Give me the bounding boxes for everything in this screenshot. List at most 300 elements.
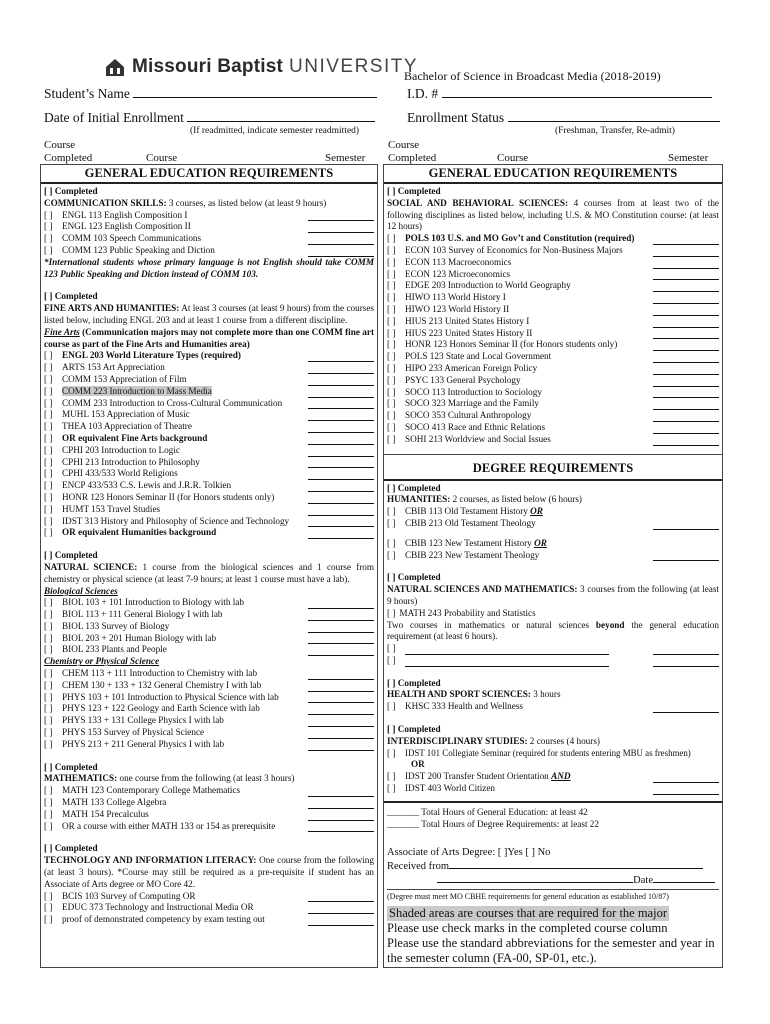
course-row[interactable]	[387, 363, 719, 375]
checkbox[interactable]: [ ]	[387, 783, 396, 794]
course-label: PHYS 103 + 101 Introduction to Physical Science with lab	[62, 691, 279, 702]
course-row[interactable]	[387, 538, 719, 550]
course-label: BIOL 203 + 201 Human Biology with lab	[62, 632, 217, 643]
semester-line[interactable]	[308, 483, 374, 492]
course-row[interactable]	[387, 410, 719, 422]
checkbox[interactable]: [ ]	[387, 410, 396, 421]
course-row[interactable]	[387, 608, 719, 620]
enrollment-status-field[interactable]: Enrollment Status	[407, 110, 720, 126]
tech-course-list	[44, 891, 374, 926]
nsm-block	[384, 572, 722, 666]
checkbox[interactable]: [ ]	[387, 374, 396, 385]
health-desc: 3 hours	[530, 689, 561, 700]
course-blank[interactable]	[405, 658, 609, 667]
checkbox[interactable]: [ ]	[44, 620, 53, 631]
semester-line[interactable]	[308, 212, 374, 221]
course-label: BIOL 133 Survey of Biology	[62, 620, 170, 631]
course-row[interactable]	[44, 233, 374, 245]
semester-line[interactable]	[653, 704, 719, 713]
semester-line[interactable]	[308, 694, 374, 703]
course-row[interactable]	[44, 739, 374, 751]
left-panel	[40, 164, 378, 968]
course-row[interactable]	[387, 280, 719, 292]
nsm-heading: NATURAL SCIENCES AND MATHEMATICS:	[387, 584, 578, 595]
semester-line[interactable]	[308, 459, 374, 468]
semester-line[interactable]	[308, 718, 374, 727]
health-completed-checkbox[interactable]: [ ] Completed	[387, 677, 441, 688]
checkbox[interactable]: [ ]	[387, 386, 396, 397]
course-row[interactable]	[387, 328, 719, 340]
course-row[interactable]	[44, 221, 374, 233]
semester-line[interactable]	[308, 424, 374, 433]
course-label: PHYS 133 + 131 College Physics I with lab	[62, 715, 224, 726]
course-row[interactable]	[387, 506, 719, 518]
semester-line[interactable]	[308, 224, 374, 233]
course-row[interactable]	[44, 633, 374, 645]
tech-completed-checkbox[interactable]: [ ] Completed	[44, 843, 98, 854]
course-row[interactable]	[387, 257, 719, 269]
course-label: ENGL 203 World Literature Types (required)	[62, 350, 241, 361]
checkbox[interactable]: [ ]	[387, 256, 396, 267]
course-label: CBIB 223 New Testament Theology	[405, 549, 540, 560]
course-row[interactable]	[44, 797, 374, 809]
semester-line[interactable]	[653, 786, 719, 795]
student-name-field[interactable]: Student’s Name	[44, 86, 377, 102]
shaded-note: Shaded areas are courses that are required for the major	[389, 906, 667, 921]
semester-line[interactable]	[308, 788, 374, 797]
received-from-field[interactable]: Received from	[387, 859, 719, 873]
course-row[interactable]	[387, 233, 719, 245]
totals-block	[384, 807, 722, 831]
university-crest-icon	[104, 56, 126, 78]
checkbox[interactable]: [ ]	[387, 339, 396, 350]
course-row[interactable]	[44, 597, 374, 609]
checkbox[interactable]: [ ]	[387, 292, 396, 303]
semester-line[interactable]	[308, 683, 374, 692]
checkbox[interactable]: [ ]	[44, 902, 53, 913]
checkbox[interactable]: [ ]	[387, 654, 396, 665]
course-label: CBIB 113 Old Testament History	[405, 506, 531, 517]
status-note: (Freshman, Transfer, Re-admit)	[555, 126, 675, 136]
course-row[interactable]	[387, 316, 719, 328]
semester-line[interactable]	[308, 730, 374, 739]
checkbox[interactable]: [ ]	[44, 691, 53, 702]
course-label: BIOL 113 + 111 General Biology I with lab	[62, 609, 223, 620]
course-row[interactable]	[44, 504, 374, 516]
semester-line[interactable]	[308, 812, 374, 821]
semester-line[interactable]	[653, 437, 719, 446]
course-label: POLS 123 State and Local Government	[405, 351, 552, 362]
course-row[interactable]	[44, 821, 374, 833]
semester-line[interactable]	[308, 612, 374, 621]
hum-completed-checkbox[interactable]: [ ] Completed	[387, 482, 441, 493]
associate-degree-field[interactable]: Associate of Arts Degree: [ ]Yes [ ] No	[387, 847, 551, 859]
course-row[interactable]	[44, 527, 374, 539]
checkbox[interactable]: [ ]	[44, 738, 53, 749]
course-label: SOCO 353 Cultural Anthropology	[405, 410, 532, 421]
abbrev-note: Please use the standard abbreviations for the semester and year in the semester column (FA-00, SP-01, etc.).	[387, 936, 715, 966]
checkbox[interactable]: [ ]	[387, 280, 396, 291]
checkbox[interactable]: [ ]	[44, 609, 53, 620]
hum-heading: HUMANITIES:	[387, 494, 451, 505]
right-section-title: GENERAL EDUCATION REQUIREMENTS	[384, 165, 722, 184]
checkbox[interactable]: [ ]	[387, 701, 396, 712]
math-completed-checkbox[interactable]: [ ] Completed	[44, 761, 98, 772]
checkbox[interactable]: [ ]	[44, 491, 53, 502]
semester-line[interactable]	[653, 552, 719, 561]
checkbox[interactable]: [ ]	[44, 515, 53, 526]
course-row[interactable]	[44, 715, 374, 727]
course-row[interactable]	[44, 914, 374, 926]
semester-line[interactable]	[308, 917, 374, 926]
course-label: SOHI 213 Worldview and Social Issues	[405, 433, 551, 444]
or-label: OR	[534, 537, 547, 548]
course-row[interactable]	[44, 480, 374, 492]
course-row[interactable]	[44, 902, 374, 914]
course-row[interactable]	[44, 692, 374, 704]
social-block	[384, 186, 722, 446]
course-label: ARTS 153 Art Appreciation	[62, 362, 165, 373]
course-label: OR a course with either MATH 133 or 154 as prerequisite	[62, 820, 276, 831]
inter-completed-checkbox[interactable]: [ ] Completed	[387, 724, 441, 735]
course-row[interactable]	[44, 644, 374, 656]
social-completed-checkbox[interactable]: [ ] Completed	[387, 186, 441, 196]
checkbox[interactable]: [ ]	[387, 244, 396, 255]
checkbox[interactable]: [ ]	[44, 432, 53, 443]
checkbox[interactable]: [ ]	[387, 351, 396, 362]
checkbox[interactable]: [ ]	[44, 233, 53, 244]
course-label: HONR 123 Honors Seminar II (for Honors students only)	[62, 491, 275, 502]
semester-line[interactable]	[308, 893, 374, 902]
checkbox[interactable]: [ ]	[44, 350, 53, 361]
checkbox[interactable]: [ ]	[387, 771, 396, 782]
right-panel	[383, 164, 723, 968]
checkbox[interactable]: [ ]	[387, 398, 396, 409]
course-label: COMM 153 Appreciation of Film	[62, 373, 187, 384]
semester-line[interactable]	[653, 330, 719, 339]
semester-line[interactable]	[308, 647, 374, 656]
math-heading: MATHEMATICS:	[44, 773, 118, 784]
natsci-desc: 1 course from the biological sciences and 1 course from chemistry or physical science (at least 7-9 hours; at least 1 course must have a lab).	[44, 561, 374, 584]
program-title: Bachelor of Science in Broadcast Media (2018-2019)	[404, 69, 661, 83]
course-label: BCIS 103 Survey of Computing OR	[62, 890, 196, 901]
course-label: ENCP 433/533 C.S. Lewis and J.R.R. Tolkien	[62, 480, 232, 491]
checkbox[interactable]: [ ]	[44, 808, 53, 819]
checkbox[interactable]: [ ]	[44, 362, 53, 373]
semester-line[interactable]	[308, 412, 374, 421]
checkbox[interactable]: [ ]	[44, 209, 53, 220]
checkbox[interactable]: [ ]	[44, 820, 53, 831]
semester-line[interactable]	[653, 236, 719, 245]
course-row[interactable]	[387, 518, 719, 530]
checkbox[interactable]: [ ]	[44, 644, 53, 655]
course-row[interactable]	[387, 245, 719, 257]
math-block	[41, 762, 377, 833]
semester-line[interactable]	[653, 521, 719, 530]
course-label: IDST 313 History and Philosophy of Science and Technology	[62, 515, 290, 526]
semester-line[interactable]	[308, 823, 374, 832]
bio-course-list	[44, 597, 374, 656]
semester-line[interactable]	[308, 471, 374, 480]
course-row[interactable]	[44, 809, 374, 821]
checkbox[interactable]: [ ]	[387, 537, 396, 548]
course-row[interactable]	[387, 398, 719, 410]
checkbox[interactable]: [ ]	[387, 315, 396, 326]
natsci-completed-checkbox[interactable]: [ ] Completed	[44, 550, 98, 561]
course-label: MUHL 153 Appreciation of Music	[62, 409, 190, 420]
semester-line[interactable]	[653, 342, 719, 351]
course-label: OR equivalent Fine Arts background	[62, 432, 208, 443]
semester-line[interactable]	[308, 448, 374, 457]
semester-line[interactable]	[308, 518, 374, 527]
semester-line[interactable]	[308, 671, 374, 680]
course-row[interactable]	[387, 375, 719, 387]
checkbox[interactable]: [ ]	[44, 444, 53, 455]
course-label: MATH 243 Probability and Statistics	[399, 607, 536, 618]
semester-line[interactable]	[308, 236, 374, 245]
right-col-course: Course	[388, 139, 420, 151]
natural-science-block	[41, 550, 377, 751]
checkbox[interactable]: [ ]	[387, 433, 396, 444]
course-row[interactable]	[387, 387, 719, 399]
checkbox[interactable]: [ ]	[44, 409, 53, 420]
blank-course-row[interactable]	[387, 643, 719, 655]
total-degree[interactable]: _______ Total Hours of Degree Requirements: at least 22	[387, 818, 599, 829]
semester-line[interactable]	[308, 400, 374, 409]
course-row[interactable]	[44, 409, 374, 421]
fine-desc: At least 3 courses (at least 9 hours) from the courses listed below, including ENGL 203 and at least 1 course from a different discipline.	[44, 303, 374, 325]
semester-line[interactable]	[653, 319, 719, 328]
semester-line[interactable]	[308, 800, 374, 809]
hum-desc: 2 courses, as listed below (6 hours)	[450, 494, 582, 505]
checkbox[interactable]: [ ]	[387, 327, 396, 338]
course-row[interactable]	[387, 748, 719, 760]
semester-line[interactable]	[653, 307, 719, 316]
course-label: EDGE 203 Introduction to World Geography	[405, 280, 571, 291]
checkbox[interactable]: [ ]	[44, 715, 53, 726]
total-gen-ed[interactable]: _______ Total Hours of General Education: at least 42	[387, 806, 588, 817]
course-row[interactable]	[44, 621, 374, 633]
course-label: PHYS 123 + 122 Geology and Earth Science with lab	[62, 703, 260, 714]
checkbox[interactable]: [ ]	[387, 233, 396, 244]
checkbox[interactable]: [ ]	[387, 362, 396, 373]
checkbox[interactable]: [ ]	[387, 747, 396, 758]
course-row[interactable]	[387, 304, 719, 316]
checkbox[interactable]: [ ]	[387, 517, 396, 528]
initial-enrollment-field[interactable]: Date of Initial Enrollment	[44, 110, 375, 126]
right-col-semester: Semester	[668, 152, 709, 164]
semester-line[interactable]	[308, 365, 374, 374]
checkbox[interactable]: [ ]	[44, 221, 53, 232]
checkbox[interactable]: [ ]	[387, 549, 396, 560]
semester-line[interactable]	[653, 646, 719, 655]
semester-line[interactable]	[653, 774, 719, 783]
semester-line[interactable]	[653, 425, 719, 434]
checkbox[interactable]: [ ]	[387, 607, 396, 618]
checkbox[interactable]: [ ]	[44, 797, 53, 808]
semester-line[interactable]	[308, 905, 374, 914]
checkbox[interactable]: [ ]	[44, 785, 53, 796]
semester-line[interactable]	[308, 436, 374, 445]
semester-line[interactable]	[653, 295, 719, 304]
course-row[interactable]	[387, 422, 719, 434]
course-label: MATH 123 Contemporary College Mathematics	[62, 785, 241, 796]
checkbox[interactable]: [ ]	[44, 456, 53, 467]
course-label: ECON 123 Microeconomics	[405, 268, 511, 279]
course-label: CBIB 213 Old Testament Theology	[405, 517, 536, 528]
checkbox[interactable]: [ ]	[44, 668, 53, 679]
shaded-course-label: COMM 223 Introduction to Mass Media	[62, 385, 212, 396]
and-label: AND	[551, 771, 571, 782]
course-label: proof of demonstrated competency by exam testing out	[62, 914, 265, 925]
course-row[interactable]	[44, 468, 374, 480]
id-field[interactable]: I.D. #	[407, 86, 712, 102]
checkbox[interactable]: [ ]	[387, 643, 396, 654]
checkbox[interactable]: [ ]	[44, 385, 53, 396]
semester-line[interactable]	[308, 495, 374, 504]
checkbox[interactable]: [ ]	[44, 503, 53, 514]
semester-line[interactable]	[308, 507, 374, 516]
course-row[interactable]	[44, 350, 374, 362]
checkbox[interactable]: [ ]	[44, 373, 53, 384]
semester-line[interactable]	[653, 260, 719, 269]
course-row[interactable]	[44, 245, 374, 257]
semester-line[interactable]	[308, 635, 374, 644]
course-row[interactable]	[44, 727, 374, 739]
checkbox[interactable]: [ ]	[44, 914, 53, 925]
semester-line[interactable]	[308, 389, 374, 398]
course-row[interactable]	[387, 292, 719, 304]
semester-line[interactable]	[308, 600, 374, 609]
semester-line[interactable]	[653, 248, 719, 257]
course-row[interactable]	[44, 457, 374, 469]
course-row[interactable]	[387, 701, 719, 713]
semester-line[interactable]	[653, 413, 719, 422]
course-row[interactable]	[44, 386, 374, 398]
checkbox[interactable]: [ ]	[44, 703, 53, 714]
semester-line[interactable]	[308, 706, 374, 715]
checkbox[interactable]: [ ]	[44, 421, 53, 432]
course-row[interactable]	[44, 492, 374, 504]
checkbox[interactable]: [ ]	[387, 303, 396, 314]
course-row[interactable]	[44, 445, 374, 457]
course-row[interactable]	[44, 680, 374, 692]
course-label: PHYS 213 + 211 General Physics I with lab	[62, 738, 225, 749]
course-row[interactable]	[44, 210, 374, 222]
semester-line[interactable]	[308, 248, 374, 257]
semester-line[interactable]	[308, 353, 374, 362]
course-label: SOCO 323 Marriage and the Family	[405, 398, 539, 409]
checkbox[interactable]: [ ]	[44, 890, 53, 901]
course-row[interactable]	[387, 550, 719, 562]
checkmark-note: Please use check marks in the completed course column	[387, 921, 668, 936]
humanities-block	[384, 483, 722, 562]
checkbox[interactable]: [ ]	[44, 480, 53, 491]
checkbox[interactable]: [ ]	[44, 727, 53, 738]
checkbox[interactable]: [ ]	[387, 421, 396, 432]
course-row[interactable]	[44, 433, 374, 445]
course-row[interactable]	[44, 703, 374, 715]
degree-title: DEGREE REQUIREMENTS	[384, 455, 722, 481]
course-row[interactable]	[44, 421, 374, 433]
course-label: CPHI 203 Introduction to Logic	[62, 444, 180, 455]
course-blank[interactable]	[405, 646, 609, 655]
semester-line[interactable]	[653, 401, 719, 410]
course-row[interactable]	[387, 351, 719, 363]
semester-line[interactable]	[308, 742, 374, 751]
course-row[interactable]	[44, 374, 374, 386]
course-row[interactable]	[44, 668, 374, 680]
course-row[interactable]	[387, 783, 719, 795]
left-col-course2: Course	[146, 152, 178, 164]
course-label: PSYC 133 General Psychology	[405, 374, 521, 385]
semester-line[interactable]	[653, 378, 719, 387]
course-label: OR equivalent Humanities background	[62, 527, 217, 538]
blank-course-row[interactable]	[387, 655, 719, 667]
interdisciplinary-block	[384, 724, 722, 795]
checkbox[interactable]: [ ]	[387, 506, 396, 517]
nsm-completed-checkbox[interactable]: [ ] Completed	[387, 572, 441, 583]
course-row[interactable]	[44, 362, 374, 374]
tech-desc: One course from the following (at least 3 hours). *Course may still be required as a pre-requisite if student has an Associate of Arts degree or MO Core 42.	[44, 855, 374, 889]
course-label: IDST 101 Collegiate Seminar (required for students entering MBU as freshmen)	[405, 747, 691, 758]
checkbox[interactable]: [ ]	[44, 597, 53, 608]
semester-line[interactable]	[653, 271, 719, 280]
course-row[interactable]	[387, 434, 719, 446]
course-label: HIWO 113 World History I	[405, 292, 506, 303]
comm-note: *International students whose primary language is not English should take COMM 123 Public Speaking and Diction instead of COMM 103.	[44, 256, 374, 279]
associate-block	[384, 846, 722, 903]
semester-line[interactable]	[653, 354, 719, 363]
course-row[interactable]	[387, 771, 719, 783]
course-row[interactable]	[44, 398, 374, 410]
semester-line[interactable]	[653, 283, 719, 292]
semester-line[interactable]	[653, 389, 719, 398]
checkbox[interactable]: [ ]	[44, 679, 53, 690]
semester-line[interactable]	[308, 624, 374, 633]
course-row[interactable]	[387, 269, 719, 281]
checkbox[interactable]: [ ]	[44, 397, 53, 408]
checkbox[interactable]: [ ]	[44, 527, 53, 538]
semester-line[interactable]	[653, 366, 719, 375]
fine-arts-label: Fine Arts	[44, 326, 80, 337]
semester-line[interactable]	[308, 530, 374, 539]
left-col-course: Course	[44, 139, 76, 151]
semester-line[interactable]	[308, 377, 374, 386]
readmit-note: (If readmitted, indicate semester readmitted)	[190, 126, 360, 136]
course-row[interactable]	[44, 609, 374, 621]
semester-line[interactable]	[653, 658, 719, 667]
course-label: POLS 103 U.S. and MO Gov’t and Constitution (required)	[405, 233, 635, 244]
comm-completed-checkbox[interactable]: [ ] Completed	[44, 186, 98, 196]
comm-heading: COMMUNICATION SKILLS:	[44, 197, 167, 208]
course-row[interactable]	[44, 516, 374, 528]
nsm-two-end: the general education requirement (at least 6 hours).	[387, 619, 719, 642]
inter-desc: 2 courses (4 hours)	[527, 735, 600, 746]
comm-course-list	[44, 210, 374, 257]
checkbox[interactable]: [ ]	[44, 244, 53, 255]
course-row[interactable]	[387, 339, 719, 351]
checkbox[interactable]: [ ]	[44, 632, 53, 643]
checkbox[interactable]: [ ]	[387, 268, 396, 279]
checkbox[interactable]: [ ]	[44, 468, 53, 479]
course-label: CHEM 130 + 133 + 132 General Chemistry I with lab	[62, 679, 262, 690]
date-field[interactable]: Date	[387, 873, 719, 887]
course-row[interactable]	[44, 891, 374, 903]
fine-completed-checkbox[interactable]: [ ] Completed	[44, 291, 98, 302]
natsci-heading: NATURAL SCIENCE:	[44, 561, 138, 572]
course-row[interactable]	[44, 785, 374, 797]
